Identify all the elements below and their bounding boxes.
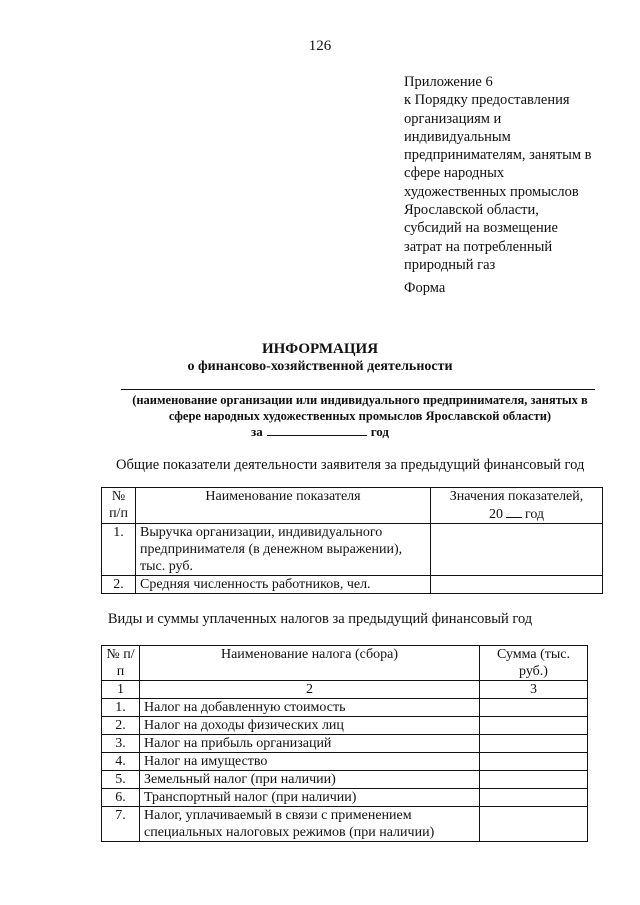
table-row (102, 807, 588, 842)
header-values-line1: Значения показателей, (449, 489, 584, 504)
organization-name-caption (110, 392, 610, 424)
table-header-row (102, 646, 588, 681)
section1-title: Общие показатели деятельности заявителя за предыдущий финансовый год (116, 457, 585, 473)
appendix-line: индивидуальным (404, 128, 511, 145)
row-num: 4. (102, 753, 140, 771)
row-num: 7. (102, 807, 140, 842)
table-row (102, 735, 588, 753)
row-num: 2. (102, 576, 136, 594)
indicators-table (101, 487, 603, 594)
table-row (102, 524, 603, 576)
row-indicator-name: Средняя численность работников, чел. (136, 576, 431, 594)
table-row (102, 576, 603, 594)
header-values (431, 488, 603, 524)
table-row (102, 717, 588, 735)
row-sum-cell[interactable] (480, 753, 588, 771)
header-num: № п/п (102, 488, 136, 524)
row-sum-cell[interactable] (480, 807, 588, 842)
column-number: 3 (480, 681, 588, 699)
taxes-table (101, 645, 588, 842)
table-row (102, 699, 588, 717)
row-indicator-name: Выручка организации, индивидуального предпринимателя (в денежном выражении), тыс. руб. (136, 524, 431, 576)
row-tax-name: Транспортный налог (при наличии) (140, 789, 480, 807)
row-num: 6. (102, 789, 140, 807)
appendix-line: сфере народных (404, 165, 505, 182)
row-tax-name: Налог, уплачиваемый в связи с применением специальных налоговых режимов (при наличии) (140, 807, 480, 842)
period-line (0, 424, 640, 440)
row-num: 5. (102, 771, 140, 789)
table-row (102, 789, 588, 807)
appendix-line: предпринимателям, занятым в (404, 147, 592, 164)
column-number-row (102, 681, 588, 699)
appendix-line: к Порядку предоставления (404, 92, 570, 109)
year-blank[interactable] (506, 505, 522, 518)
row-tax-name: Земельный налог (при наличии) (140, 771, 480, 789)
header-tax-name: Наименование налога (сбора) (140, 646, 480, 681)
column-number: 1 (102, 681, 140, 699)
document-title: ИНФОРМАЦИЯ (261, 341, 379, 357)
table-header-row (102, 488, 603, 524)
row-tax-name: Налог на имущество (140, 753, 480, 771)
row-tax-name: Налог на добавленную стоимость (140, 699, 480, 717)
period-suffix: год (370, 424, 389, 439)
appendix-line: природный газ (404, 256, 496, 273)
appendix-line: затрат на потребленный (404, 238, 553, 255)
column-number: 2 (140, 681, 480, 699)
row-sum-cell[interactable] (480, 717, 588, 735)
row-sum-cell[interactable] (480, 699, 588, 717)
row-num: 2. (102, 717, 140, 735)
table-row (102, 771, 588, 789)
row-tax-name: Налог на прибыль организаций (140, 735, 480, 753)
row-value-cell[interactable] (431, 524, 603, 576)
appendix-line: субсидий на возмещение (404, 220, 558, 237)
row-value-cell[interactable] (431, 576, 603, 594)
year-suffix: год (524, 507, 545, 522)
header-indicator-name: Наименование показателя (136, 488, 431, 524)
appendix-line: Ярославской области, (404, 202, 539, 219)
appendix-line: Приложение 6 (404, 74, 493, 90)
row-num: 1. (102, 524, 136, 576)
document-subtitle: о финансово-хозяйственной деятельности (187, 359, 453, 374)
header-values-line2 (435, 505, 598, 523)
row-sum-cell[interactable] (480, 771, 588, 789)
row-num: 1. (102, 699, 140, 717)
appendix-line: организациям и (404, 110, 502, 127)
caption-line-2: сфере народных художественных промыслов Ярославской области) (168, 409, 552, 423)
organization-name-line[interactable] (121, 389, 595, 390)
header-sum: Сумма (тыс. руб.) (480, 646, 588, 681)
appendix-line: художественных промыслов (404, 183, 579, 200)
appendix-note (404, 73, 624, 274)
page-number: 126 (308, 38, 332, 54)
row-sum-cell[interactable] (480, 789, 588, 807)
section2-title: Виды и суммы уплаченных налогов за предыдущий финансовый год (107, 611, 533, 627)
table-row (102, 753, 588, 771)
row-num: 3. (102, 735, 140, 753)
row-tax-name: Налог на доходы физических лиц (140, 717, 480, 735)
header-num: № п/п (102, 646, 140, 681)
caption-line-1: (наименование организации или индивидуального предпринимателя, занятых в (132, 393, 588, 407)
period-blank[interactable] (267, 424, 367, 436)
period-prefix: за (250, 424, 263, 439)
form-label: Форма (404, 280, 446, 296)
row-sum-cell[interactable] (480, 735, 588, 753)
year-prefix: 20 (488, 507, 503, 522)
